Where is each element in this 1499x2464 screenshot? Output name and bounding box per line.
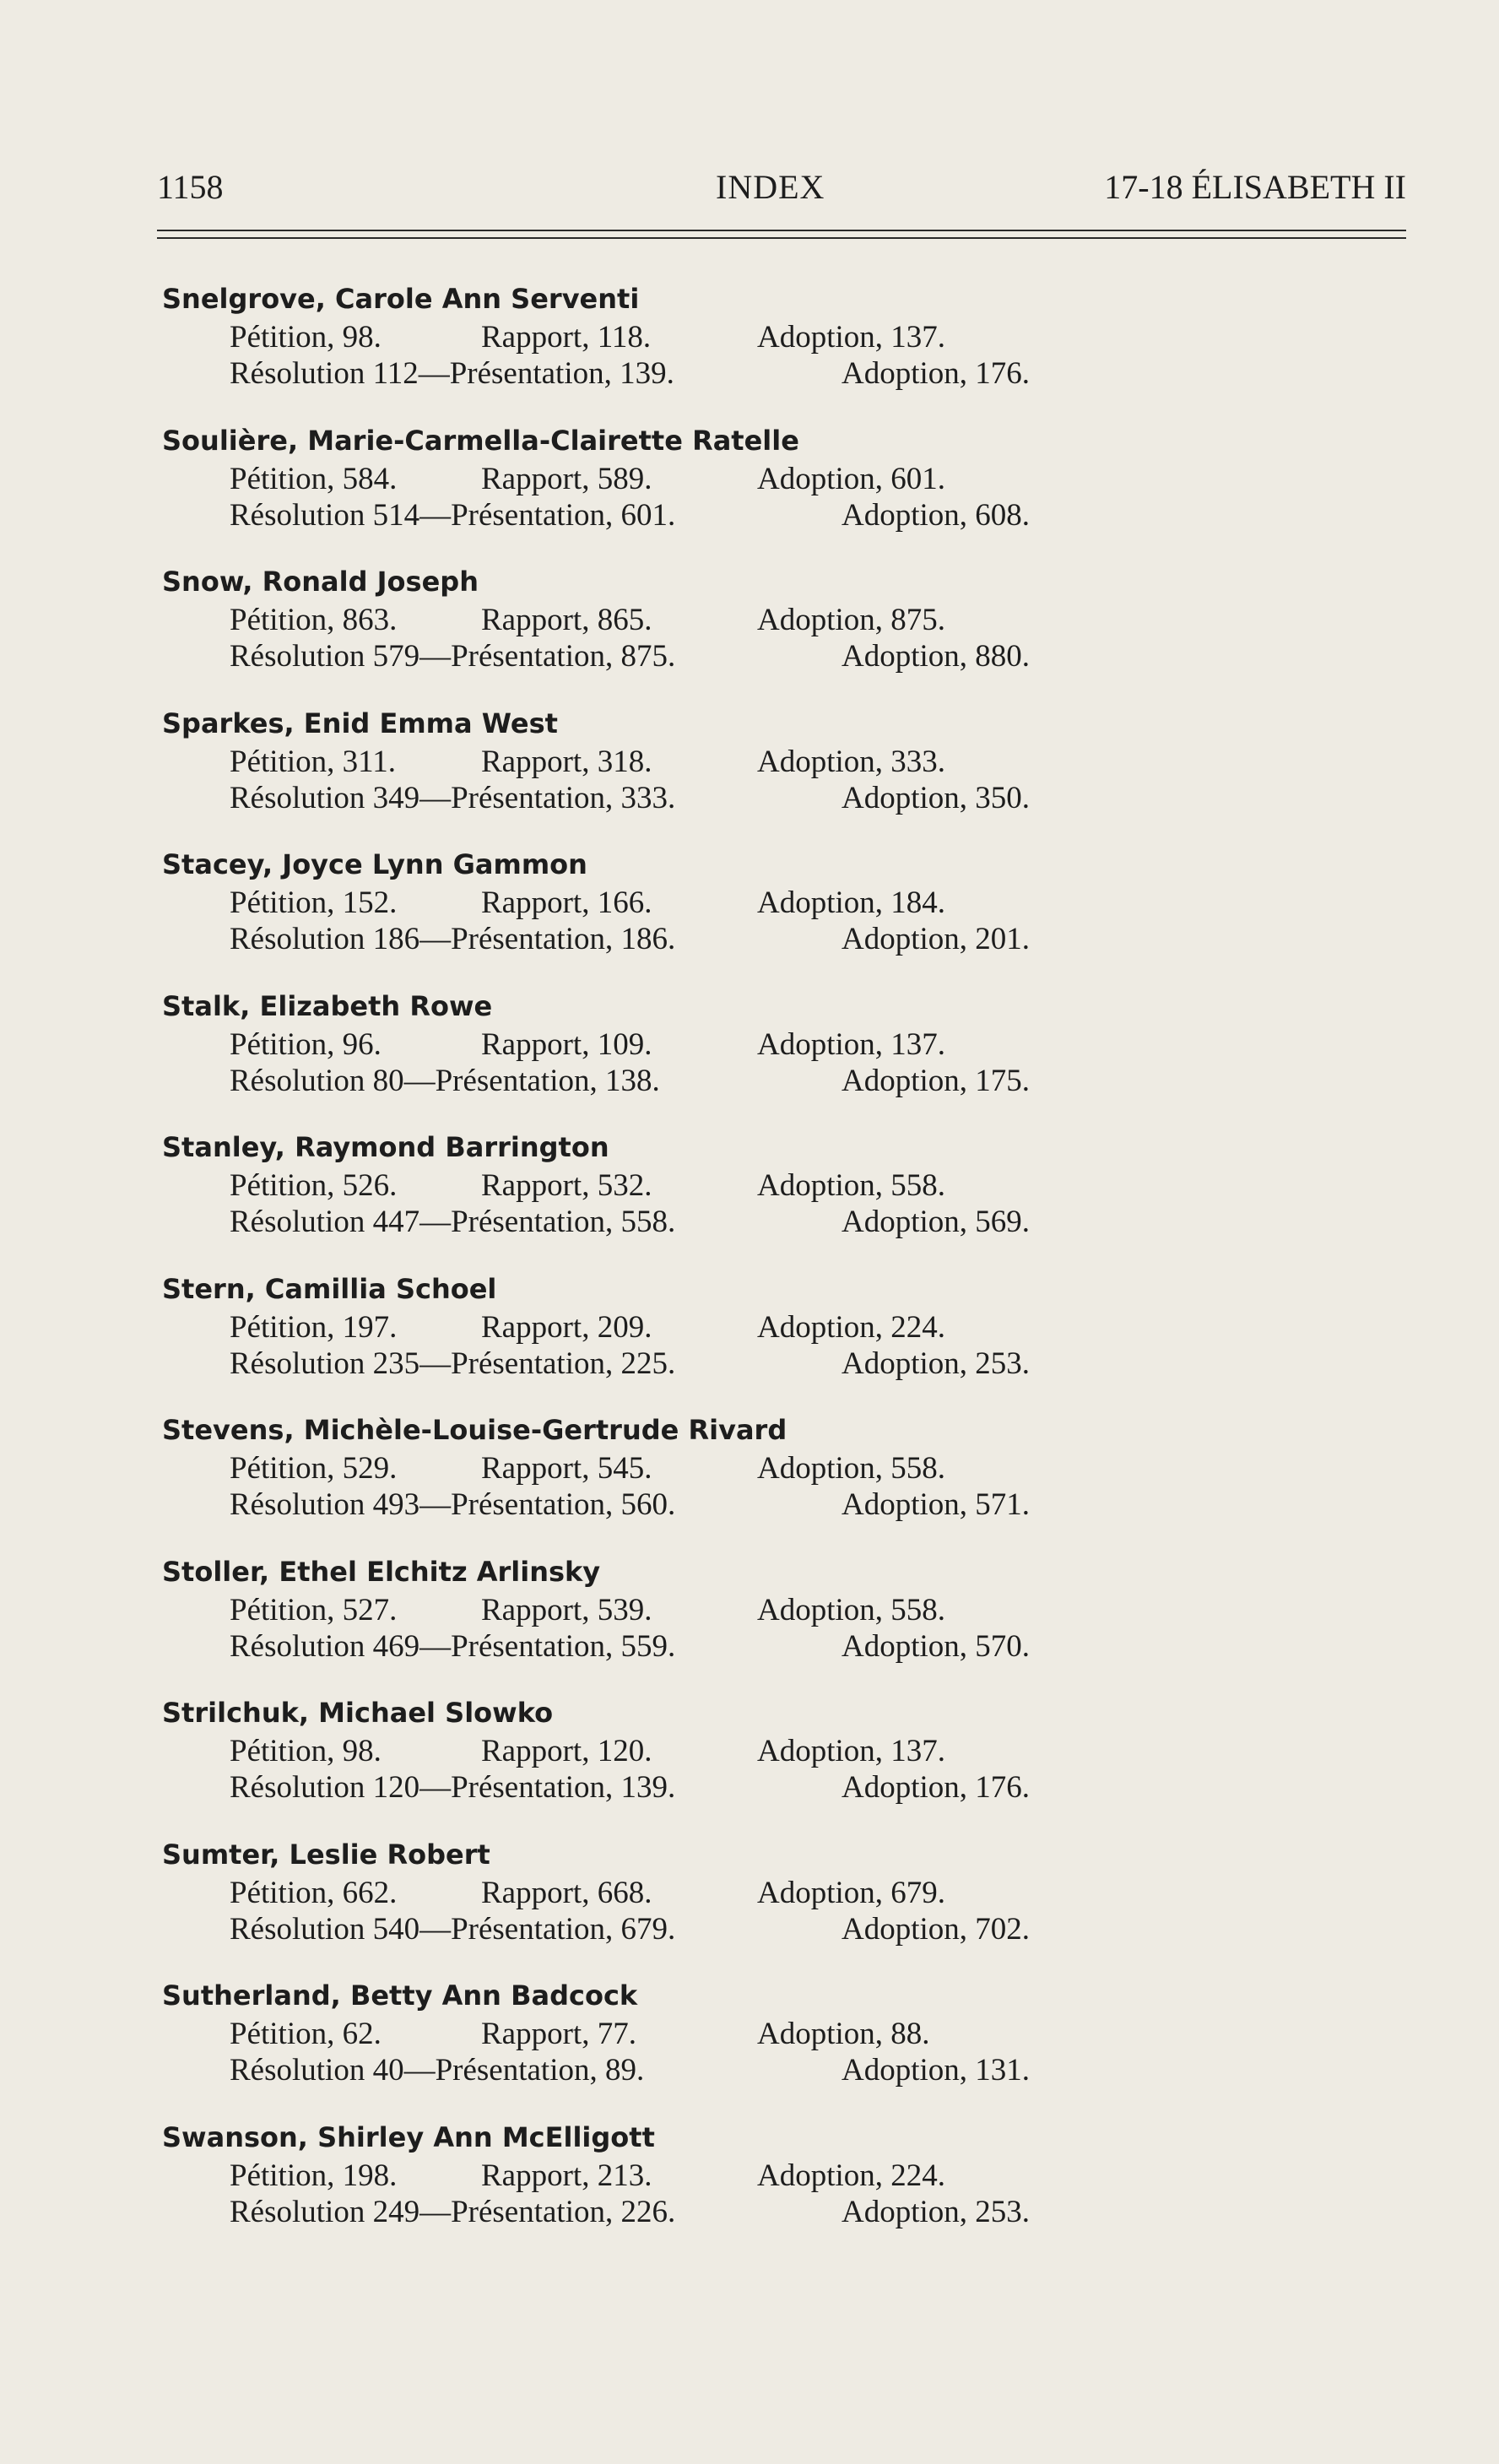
petition-ref: Pétition, 527. — [230, 1592, 398, 1627]
adoption-ref: Adoption, 224. — [757, 2158, 946, 2193]
index-entry — [162, 1410, 1175, 1552]
entry-name: Stacey, Joyce Lynn Gammon — [162, 848, 587, 880]
resolution-ref: Résolution 235—Présentation, 225. — [230, 1346, 676, 1381]
entry-name: Stevens, Michèle-Louise-Gertrude Rivard — [162, 1414, 787, 1446]
index-entry — [162, 279, 1175, 420]
adoption-ref: Adoption, 558. — [757, 1168, 946, 1203]
resolution-line — [162, 1911, 1175, 1947]
petition-ref: Pétition, 198. — [230, 2158, 398, 2193]
report-ref: Rapport, 166. — [481, 885, 652, 920]
resolution-adoption-ref: Adoption, 608. — [841, 497, 1031, 533]
petition-line — [162, 1026, 1175, 1063]
petition-line — [162, 1450, 1175, 1487]
resolution-adoption-ref: Adoption, 880. — [841, 639, 1031, 674]
resolution-line — [162, 1346, 1175, 1382]
petition-ref: Pétition, 152. — [230, 885, 398, 920]
petition-ref: Pétition, 62. — [230, 2017, 382, 2051]
index-entry — [162, 703, 1175, 845]
petition-ref: Pétition, 98. — [230, 1734, 382, 1768]
report-ref: Rapport, 865. — [481, 603, 652, 637]
petition-ref: Pétition, 98. — [230, 320, 382, 355]
adoption-ref: Adoption, 137. — [757, 1026, 946, 1062]
resolution-ref: Résolution 469—Présentation, 559. — [230, 1628, 676, 1664]
report-ref: Rapport, 318. — [481, 744, 652, 779]
resolution-line — [162, 1487, 1175, 1523]
resolution-adoption-ref: Adoption, 570. — [841, 1628, 1031, 1664]
section-title: INDEX — [716, 168, 825, 206]
resolution-ref: Résolution 447—Présentation, 558. — [230, 1205, 676, 1239]
petition-ref: Pétition, 96. — [230, 1026, 382, 1062]
adoption-ref: Adoption, 558. — [757, 1592, 946, 1627]
report-ref: Rapport, 545. — [481, 1451, 652, 1486]
resolution-adoption-ref: Adoption, 569. — [841, 1205, 1031, 1239]
resolution-ref: Résolution 80—Présentation, 138. — [230, 1063, 660, 1098]
petition-ref: Pétition, 662. — [230, 1875, 398, 1910]
entry-name: Stalk, Elizabeth Rowe — [162, 989, 493, 1022]
adoption-ref: Adoption, 601. — [757, 461, 946, 496]
entry-name: Stoller, Ethel Elchitz Arlinsky — [162, 1555, 601, 1588]
entry-name: Sutherland, Betty Ann Badcock — [162, 1979, 638, 2012]
entry-name: Snelgrove, Carole Ann Serventi — [162, 283, 640, 315]
resolution-ref: Résolution 493—Présentation, 560. — [230, 1487, 676, 1522]
resolution-adoption-ref: Adoption, 175. — [841, 1063, 1031, 1098]
entry-name: Strilchuk, Michael Slowko — [162, 1697, 554, 1729]
resolution-line — [162, 1204, 1175, 1240]
adoption-ref: Adoption, 88. — [757, 2017, 930, 2051]
petition-line — [162, 1875, 1175, 1911]
petition-ref: Pétition, 197. — [230, 1309, 398, 1345]
adoption-ref: Adoption, 137. — [757, 1734, 946, 1768]
resolution-line — [162, 921, 1175, 957]
regnal-year: 17-18 ÉLISABETH II — [1104, 168, 1406, 206]
petition-line — [162, 1733, 1175, 1769]
resolution-adoption-ref: Adoption, 201. — [841, 922, 1031, 956]
header-rule-bottom — [157, 237, 1406, 239]
petition-ref: Pétition, 584. — [230, 461, 398, 496]
resolution-line — [162, 1769, 1175, 1806]
resolution-ref: Résolution 514—Présentation, 601. — [230, 497, 676, 533]
resolution-line — [162, 355, 1175, 392]
report-ref: Rapport, 539. — [481, 1592, 652, 1627]
resolution-line — [162, 1628, 1175, 1665]
report-ref: Rapport, 209. — [481, 1309, 652, 1345]
resolution-adoption-ref: Adoption, 702. — [841, 1911, 1031, 1947]
petition-line — [162, 885, 1175, 921]
index-entry — [162, 844, 1175, 986]
adoption-ref: Adoption, 875. — [757, 603, 946, 637]
index-entry — [162, 2117, 1175, 2259]
report-ref: Rapport, 118. — [481, 320, 652, 355]
resolution-adoption-ref: Adoption, 131. — [841, 2053, 1031, 2088]
petition-ref: Pétition, 529. — [230, 1451, 398, 1486]
resolution-ref: Résolution 120—Présentation, 139. — [230, 1770, 676, 1805]
entry-name: Soulière, Marie-Carmella-Clairette Ratelle — [162, 424, 799, 457]
petition-line — [162, 2158, 1175, 2194]
resolution-ref: Résolution 186—Présentation, 186. — [230, 922, 676, 956]
petition-line — [162, 1167, 1175, 1204]
adoption-ref: Adoption, 224. — [757, 1309, 946, 1345]
adoption-ref: Adoption, 184. — [757, 885, 946, 920]
resolution-line — [162, 1063, 1175, 1099]
resolution-adoption-ref: Adoption, 176. — [841, 1770, 1031, 1805]
petition-line — [162, 2016, 1175, 2052]
resolution-adoption-ref: Adoption, 350. — [841, 780, 1031, 815]
index-entry — [162, 1127, 1175, 1269]
resolution-ref: Résolution 112—Présentation, 139. — [230, 356, 674, 391]
resolution-ref: Résolution 349—Présentation, 333. — [230, 780, 676, 815]
resolution-line — [162, 497, 1175, 533]
resolution-adoption-ref: Adoption, 253. — [841, 1346, 1031, 1381]
entry-name: Sparkes, Enid Emma West — [162, 707, 558, 739]
index-entry — [162, 1692, 1175, 1834]
header-rule-top — [157, 230, 1406, 231]
entry-name: Stern, Camillia Schoel — [162, 1272, 497, 1305]
resolution-line — [162, 638, 1175, 674]
adoption-ref: Adoption, 558. — [757, 1451, 946, 1486]
petition-line — [162, 461, 1175, 497]
petition-ref: Pétition, 863. — [230, 603, 398, 637]
page-header — [157, 167, 1406, 209]
resolution-line — [162, 780, 1175, 816]
resolution-adoption-ref: Adoption, 176. — [841, 356, 1031, 391]
index-entry — [162, 986, 1175, 1128]
index-entry — [162, 1552, 1175, 1693]
report-ref: Rapport, 532. — [481, 1168, 652, 1203]
report-ref: Rapport, 77. — [481, 2017, 636, 2051]
petition-ref: Pétition, 311. — [230, 744, 396, 779]
index-entry — [162, 1975, 1175, 2117]
report-ref: Rapport, 589. — [481, 461, 652, 496]
resolution-ref: Résolution 579—Présentation, 875. — [230, 639, 676, 674]
resolution-line — [162, 2194, 1175, 2230]
adoption-ref: Adoption, 333. — [757, 744, 946, 779]
entry-name: Sumter, Leslie Robert — [162, 1838, 490, 1871]
resolution-adoption-ref: Adoption, 253. — [841, 2194, 1031, 2229]
petition-line — [162, 319, 1175, 355]
resolution-ref: Résolution 40—Présentation, 89. — [230, 2053, 645, 2088]
entry-name: Swanson, Shirley Ann McElligott — [162, 2120, 655, 2153]
index-entry — [162, 561, 1175, 703]
resolution-ref: Résolution 249—Présentation, 226. — [230, 2194, 676, 2229]
entry-name: Snow, Ronald Joseph — [162, 566, 479, 598]
index-entry — [162, 1269, 1175, 1411]
index-entry — [162, 1834, 1175, 1976]
adoption-ref: Adoption, 679. — [757, 1875, 946, 1910]
report-ref: Rapport, 668. — [481, 1875, 652, 1910]
petition-ref: Pétition, 526. — [230, 1168, 398, 1203]
resolution-adoption-ref: Adoption, 571. — [841, 1487, 1031, 1522]
resolution-ref: Résolution 540—Présentation, 679. — [230, 1911, 676, 1947]
petition-line — [162, 1309, 1175, 1346]
petition-line — [162, 744, 1175, 780]
report-ref: Rapport, 109. — [481, 1026, 652, 1062]
report-ref: Rapport, 213. — [481, 2158, 652, 2193]
index-entries — [162, 279, 1175, 2258]
index-entry — [162, 420, 1175, 562]
page-number: 1158 — [157, 168, 224, 206]
petition-line — [162, 1592, 1175, 1628]
adoption-ref: Adoption, 137. — [757, 320, 946, 355]
report-ref: Rapport, 120. — [481, 1734, 652, 1768]
resolution-line — [162, 2052, 1175, 2088]
entry-name: Stanley, Raymond Barrington — [162, 1131, 609, 1163]
petition-line — [162, 602, 1175, 638]
